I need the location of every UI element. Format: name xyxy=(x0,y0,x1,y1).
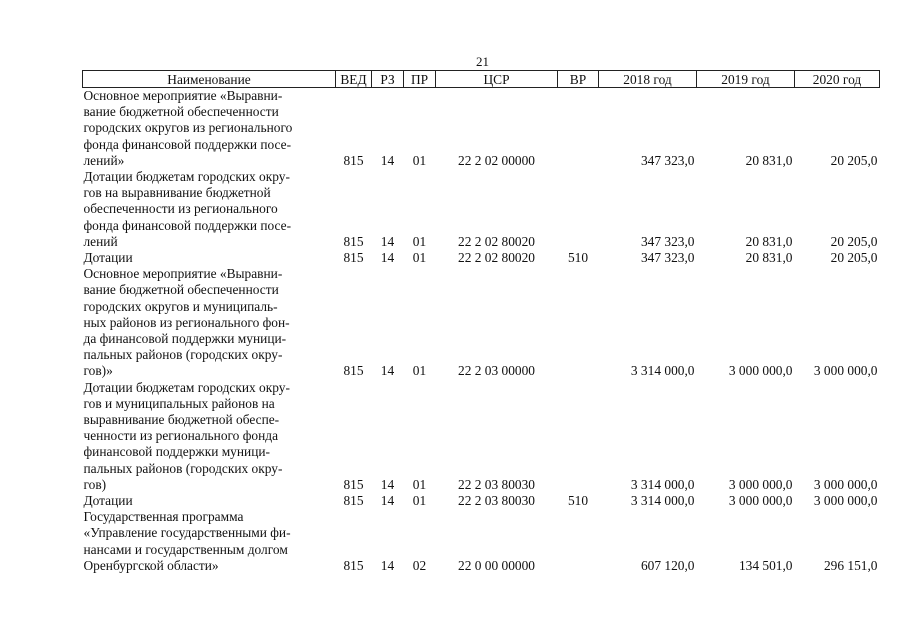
row-pr: 01 xyxy=(412,476,427,492)
row-2020: 296 151,0 xyxy=(823,557,878,573)
header-ved: ВЕД xyxy=(336,71,372,88)
row-vr xyxy=(558,169,599,250)
row-2020: 20 205,0 xyxy=(830,152,878,168)
table-body xyxy=(83,88,880,575)
row-2020: 3 000 000,0 xyxy=(813,493,878,509)
row-csr: 22 2 03 00000 xyxy=(458,363,535,379)
row-csr: 22 2 03 80030 xyxy=(458,493,535,509)
row-2018: 607 120,0 xyxy=(640,557,695,573)
row-ved: 815 xyxy=(343,557,364,573)
row-csr: 22 2 02 80020 xyxy=(458,233,535,249)
header-csr: ЦСР xyxy=(436,71,558,88)
row-vr xyxy=(558,88,599,170)
row-name: Основное мероприятие «Выравни- вание бюджетной обеспеченности городских округов из регионального фонда финансовой поддержки посе- лений» xyxy=(83,88,293,168)
header-rz: РЗ xyxy=(372,71,404,88)
row-2019: 20 831,0 xyxy=(745,250,793,266)
row-csr: 22 0 00 00000 xyxy=(458,557,535,573)
row-2020: 20 205,0 xyxy=(830,250,878,266)
row-name: Дотации бюджетам городских окру- гов на выравнивание бюджетной обеспеченности из регионального фонда финансовой поддержки посе- лений xyxy=(83,169,292,249)
row-ved: 815 xyxy=(343,250,364,266)
table-row xyxy=(83,250,880,266)
table-row xyxy=(83,493,880,509)
header-2019: 2019 год xyxy=(697,71,795,88)
row-ved: 815 xyxy=(343,233,364,249)
row-name: Государственная программа «Управление государственными фи- нансами и государственным долгом Оренбургской области» xyxy=(83,509,291,573)
row-name: Основное мероприятие «Выравни- вание бюджетной обеспеченности городских округов и муниципаль- ных районов из регионального фон- да финансовой поддержки муници- пальных районов (городских окру- гов)» xyxy=(83,266,290,379)
row-ved: 815 xyxy=(343,152,364,168)
row-pr: 01 xyxy=(412,363,427,379)
row-2019: 134 501,0 xyxy=(738,557,793,573)
row-2019: 3 000 000,0 xyxy=(728,363,793,379)
row-csr: 22 2 02 80020 xyxy=(458,250,535,266)
row-csr: 22 2 02 00000 xyxy=(458,152,535,168)
row-pr: 01 xyxy=(412,493,427,509)
row-rz: 14 xyxy=(380,557,395,573)
row-vr xyxy=(558,266,599,379)
row-2018: 347 323,0 xyxy=(640,250,695,266)
header-2020: 2020 год xyxy=(795,71,880,88)
row-vr xyxy=(558,509,599,574)
row-2018: 347 323,0 xyxy=(640,152,695,168)
row-name: Дотации xyxy=(83,250,133,266)
row-rz: 14 xyxy=(380,233,395,249)
row-vr: 510 xyxy=(567,493,589,509)
row-2018: 3 314 000,0 xyxy=(630,363,695,379)
row-2018: 3 314 000,0 xyxy=(630,493,695,509)
row-rz: 14 xyxy=(380,152,395,168)
row-name: Дотации xyxy=(83,493,133,509)
row-rz: 14 xyxy=(380,363,395,379)
table-row xyxy=(83,169,880,250)
row-2019: 20 831,0 xyxy=(745,233,793,249)
row-2018: 3 314 000,0 xyxy=(630,476,695,492)
row-pr: 01 xyxy=(412,233,427,249)
row-2019: 3 000 000,0 xyxy=(728,476,793,492)
row-csr: 22 2 03 80030 xyxy=(458,476,535,492)
header-2018: 2018 год xyxy=(599,71,697,88)
row-ved: 815 xyxy=(343,476,364,492)
table-row xyxy=(83,88,880,170)
header-vr: ВР xyxy=(558,71,599,88)
row-2019: 20 831,0 xyxy=(745,152,793,168)
table-row xyxy=(83,266,880,379)
header-name: Наименование xyxy=(83,71,336,88)
table-header xyxy=(83,71,880,88)
row-ved: 815 xyxy=(343,493,364,509)
row-2020: 20 205,0 xyxy=(830,233,878,249)
header-row xyxy=(83,71,880,88)
row-pr: 01 xyxy=(412,250,427,266)
row-2020: 3 000 000,0 xyxy=(813,476,878,492)
row-rz: 14 xyxy=(380,476,395,492)
row-vr xyxy=(558,380,599,493)
row-2018: 347 323,0 xyxy=(640,233,695,249)
table-row xyxy=(83,380,880,493)
row-pr: 01 xyxy=(412,152,427,168)
header-pr: ПР xyxy=(404,71,436,88)
row-name: Дотации бюджетам городских окру- гов и муниципальных районов на выравнивание бюджетной обеспе- ченности из регионального фонда финансовой поддержки муници- пальных районов (городских окру- гов) xyxy=(83,379,290,492)
budget-table xyxy=(82,70,880,574)
row-2019: 3 000 000,0 xyxy=(728,493,793,509)
row-rz: 14 xyxy=(380,250,395,266)
row-pr: 02 xyxy=(412,557,427,573)
table-row xyxy=(83,509,880,574)
row-rz: 14 xyxy=(380,493,395,509)
row-2020: 3 000 000,0 xyxy=(813,363,878,379)
row-ved: 815 xyxy=(343,363,364,379)
page-number: 21 xyxy=(476,54,489,69)
row-vr: 510 xyxy=(567,250,589,266)
